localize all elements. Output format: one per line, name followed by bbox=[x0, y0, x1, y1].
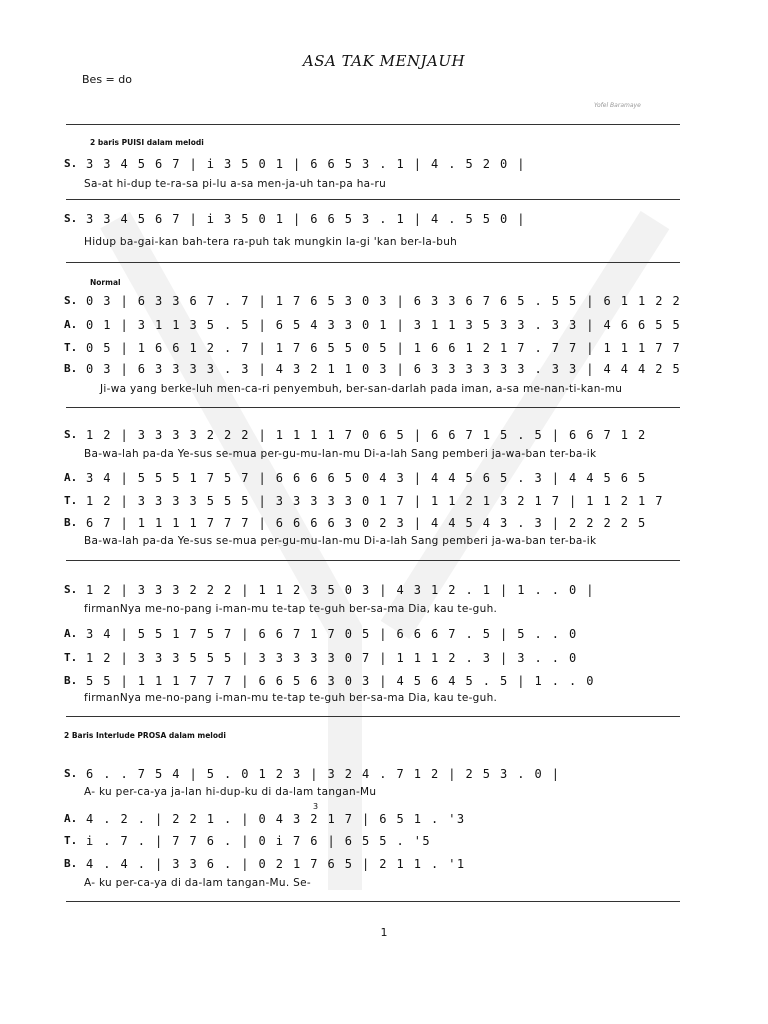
staff-row bbox=[0, 767, 768, 785]
voice-part: T. bbox=[64, 341, 78, 354]
voice-part: S. bbox=[64, 294, 78, 307]
voice-part: A. bbox=[64, 318, 78, 331]
divider bbox=[66, 560, 680, 561]
staff-row bbox=[0, 494, 768, 512]
divider bbox=[66, 262, 680, 263]
voice-part: T. bbox=[64, 651, 78, 664]
lyrics-line: firmanNya me-no-pang i-man-mu te-tap te-guh ber-sa-ma Dia, kau te-guh. bbox=[84, 692, 498, 704]
voice-part: S. bbox=[64, 767, 78, 780]
lyrics-row bbox=[0, 603, 768, 621]
triplet-marker: 3 bbox=[313, 802, 319, 811]
voice-part: A. bbox=[64, 627, 78, 640]
staff-row bbox=[0, 471, 768, 489]
lyrics-row bbox=[0, 877, 768, 895]
notation: 4 . 4 . | 3 3 6 . | 0 2 1 7 6 5 | 2 1 1 . '1 bbox=[86, 857, 466, 871]
lyrics-line: Hidup ba-gai-kan bah-tera ra-puh tak mungkin la-gi 'kan ber-la-buh bbox=[84, 236, 458, 248]
divider bbox=[66, 199, 680, 200]
song-title: ASA TAK MENJAUH bbox=[302, 52, 466, 70]
notation: 1 2 | 3 3 3 3 5 5 5 | 3 3 3 3 3 0 1 7 | 1 1 2 1 3 2 1 7 | 1 1 2 1 7 bbox=[86, 494, 664, 508]
lyrics-line: A- ku per-ca-ya di da-lam tangan-Mu. Se- bbox=[84, 877, 311, 889]
lyrics-row bbox=[0, 692, 768, 710]
voice-part: B. bbox=[64, 674, 78, 687]
notation: 6 7 | 1 1 1 1 7 7 7 | 6 6 6 6 3 0 2 3 | 4 4 5 4 3 . 3 | 2 2 2 2 5 bbox=[86, 516, 647, 530]
staff-row bbox=[0, 516, 768, 534]
lyrics-row bbox=[0, 236, 768, 254]
section-label: 2 baris PUISI dalam melodi bbox=[90, 138, 204, 147]
voice-part: B. bbox=[64, 516, 78, 529]
lyrics-row bbox=[0, 535, 768, 553]
staff-row bbox=[0, 583, 768, 601]
page-number: 1 bbox=[380, 926, 388, 939]
divider bbox=[66, 716, 680, 717]
notation: 5 5 | 1 1 1 7 7 7 | 6 6 5 6 3 0 3 | 4 5 6 4 5 . 5 | 1 . . 0 bbox=[86, 674, 595, 688]
voice-part: S. bbox=[64, 583, 78, 596]
notation: 1 2 | 3 3 3 3 2 2 2 | 1 1 1 1 7 0 6 5 | 6 6 7 1 5 . 5 | 6 6 7 1 2 bbox=[86, 428, 647, 442]
staff-row bbox=[0, 318, 768, 336]
notation: 1 2 | 3 3 3 5 5 5 | 3 3 3 3 3 0 7 | 1 1 1 2 . 3 | 3 . . 0 bbox=[86, 651, 578, 665]
lyrics-line: Ji-wa yang berke-luh men-ca-ri penyembuh, ber-san-darlah pada iman, a-sa me-nan-ti-kan-mu bbox=[100, 383, 623, 395]
key-signature: Bes = do bbox=[82, 73, 132, 86]
notation: 6 . . 7 5 4 | 5 . 0 1 2 3 | 3 2 4 . 7 1 2 | 2 5 3 . 0 | bbox=[86, 767, 561, 781]
staff-row bbox=[0, 674, 768, 692]
voice-part: S. bbox=[64, 428, 78, 441]
lyrics-line: A- ku per-ca-ya ja-lan hi-dup-ku di da-lam tangan-Mu bbox=[84, 786, 377, 798]
voice-part: B. bbox=[64, 857, 78, 870]
voice-part: T. bbox=[64, 834, 78, 847]
lyrics-row bbox=[0, 178, 768, 196]
notation: 0 3 | 6 3 3 6 7 . 7 | 1 7 6 5 3 0 3 | 6 3 3 6 7 6 5 . 5 5 | 6 1 1 2 2 bbox=[86, 294, 682, 308]
staff-row bbox=[0, 294, 768, 312]
staff-row bbox=[0, 627, 768, 645]
voice-part: A. bbox=[64, 812, 78, 825]
notation: 4 . 2 . | 2 2 1 . | 0 4 3 2 1 7 | 6 5 1 . '3 bbox=[86, 812, 466, 826]
lyrics-row bbox=[0, 448, 768, 466]
section-label: Normal bbox=[90, 278, 121, 287]
notation: 0 3 | 6 3 3 3 3 . 3 | 4 3 2 1 1 0 3 | 6 3 3 3 3 3 3 . 3 3 | 4 4 4 2 5 bbox=[86, 362, 682, 376]
staff-row bbox=[0, 812, 768, 830]
staff-row bbox=[0, 341, 768, 359]
staff-row bbox=[0, 857, 768, 875]
lyrics-row bbox=[0, 786, 768, 804]
composer-credit: Yofel Baramaye bbox=[594, 102, 641, 109]
notation: 0 5 | 1 6 6 1 2 . 7 | 1 7 6 5 5 0 5 | 1 6 6 1 2 1 7 . 7 7 | 1 1 1 7 7 bbox=[86, 341, 682, 355]
voice-part: A. bbox=[64, 471, 78, 484]
notation: 0 1 | 3 1 1 3 5 . 5 | 6 5 4 3 3 0 1 | 3 1 1 3 5 3 3 . 3 3 | 4 6 6 5 5 bbox=[86, 318, 682, 332]
notation: i . 7 . | 7 7 6 . | 0 i 7 6 | 6 5 5 . '5 bbox=[86, 834, 431, 848]
staff-row bbox=[0, 362, 768, 380]
notation: 3 3 4 5 6 7 | i 3 5 0 1 | 6 6 5 3 . 1 | 4 . 5 5 0 | bbox=[86, 212, 526, 226]
lyrics-row bbox=[0, 383, 768, 401]
voice-part: T. bbox=[64, 494, 78, 507]
divider bbox=[66, 901, 680, 902]
staff-row bbox=[0, 157, 768, 175]
section-label: 2 Baris Interlude PROSA dalam melodi bbox=[64, 731, 226, 740]
notation: 1 2 | 3 3 3 2 2 2 | 1 1 2 3 5 0 3 | 4 3 1 2 . 1 | 1 . . 0 | bbox=[86, 583, 595, 597]
voice-part: S. bbox=[64, 212, 78, 225]
lyrics-line: Sa-at hi-dup te-ra-sa pi-lu a-sa men-ja-uh tan-pa ha-ru bbox=[84, 178, 387, 190]
divider bbox=[66, 124, 680, 125]
staff-row bbox=[0, 212, 768, 230]
lyrics-line: firmanNya me-no-pang i-man-mu te-tap te-guh ber-sa-ma Dia, kau te-guh. bbox=[84, 603, 498, 615]
staff-row bbox=[0, 651, 768, 669]
divider bbox=[66, 407, 680, 408]
notation: 3 3 4 5 6 7 | i 3 5 0 1 | 6 6 5 3 . 1 | 4 . 5 2 0 | bbox=[86, 157, 526, 171]
voice-part: B. bbox=[64, 362, 78, 375]
notation: 3 4 | 5 5 5 1 7 5 7 | 6 6 6 6 5 0 4 3 | 4 4 5 6 5 . 3 | 4 4 5 6 5 bbox=[86, 471, 647, 485]
staff-row bbox=[0, 428, 768, 446]
staff-row bbox=[0, 834, 768, 852]
voice-part: S. bbox=[64, 157, 78, 170]
lyrics-line: Ba-wa-lah pa-da Ye-sus se-mua per-gu-mu-lan-mu Di-a-lah Sang pemberi ja-wa-ban ter-ba-ik bbox=[84, 535, 597, 547]
lyrics-line: Ba-wa-lah pa-da Ye-sus se-mua per-gu-mu-lan-mu Di-a-lah Sang pemberi ja-wa-ban ter-ba-ik bbox=[84, 448, 597, 460]
notation: 3 4 | 5 5 1 7 5 7 | 6 6 7 1 7 0 5 | 6 6 6 7 . 5 | 5 . . 0 bbox=[86, 627, 578, 641]
